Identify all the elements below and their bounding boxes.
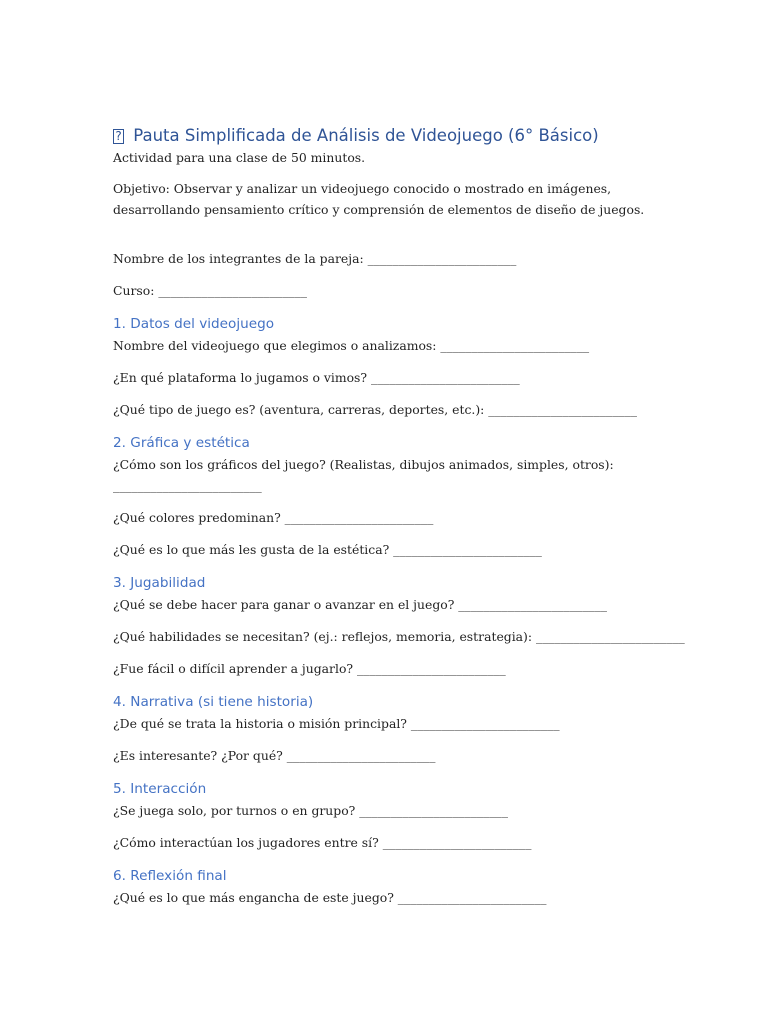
objective-line-2: desarrollando pensamiento crítico y comprensión de elementos de diseño de juegos. <box>113 202 645 217</box>
document-title <box>113 126 653 146</box>
question-line: ¿Qué colores predominan? ________________________ <box>113 510 434 525</box>
section-heading-reflexion: 6. Reflexión final <box>113 868 227 884</box>
question-line: ¿Qué tipo de juego es? (aventura, carreras, deportes, etc.): ________________________ <box>113 402 637 417</box>
section-heading-grafica: 2. Gráfica y estética <box>113 435 250 451</box>
section-heading-narrativa: 4. Narrativa (si tiene historia) <box>113 694 314 710</box>
document-subtitle: Actividad para una clase de 50 minutos. <box>113 150 366 165</box>
missing-glyph-icon: ? <box>113 129 124 144</box>
section-heading-interaccion: 5. Interacción <box>113 781 207 797</box>
question-line: ¿Es interesante? ¿Por qué? ________________________ <box>113 748 436 763</box>
course-prompt: Curso: ________________________ <box>113 283 308 298</box>
question-line: ¿Fue fácil o difícil aprender a jugarlo? ________________________ <box>113 661 506 676</box>
question-line: ¿Se juega solo, por turnos o en grupo? ________________________ <box>113 803 508 818</box>
question-line: ¿Qué es lo que más les gusta de la estética? ________________________ <box>113 542 542 557</box>
section-heading-datos: 1. Datos del videojuego <box>113 316 275 332</box>
section-heading-jugabilidad: 3. Jugabilidad <box>113 575 206 591</box>
answer-blank-line: ________________________ <box>113 478 262 493</box>
question-line: Nombre del videojuego que elegimos o analizamos: ________________________ <box>113 338 590 353</box>
question-line: ¿Cómo interactúan los jugadores entre sí? ________________________ <box>113 835 532 850</box>
question-line: ¿Qué es lo que más engancha de este juego? ________________________ <box>113 890 547 905</box>
document-title-text: Pauta Simplificada de Análisis de Videojuego (6° Básico) <box>133 126 599 145</box>
document-page <box>113 126 685 908</box>
question-line: ¿Qué habilidades se necesitan? (ej.: reflejos, memoria, estrategia): ________________________ <box>113 629 685 644</box>
question-line: ¿De qué se trata la historia o misión principal? ________________________ <box>113 716 560 731</box>
question-line: ¿Cómo son los gráficos del juego? (Realistas, dibujos animados, simples, otros): <box>113 457 614 472</box>
objective-line-1: Objetivo: Observar y analizar un videojuego conocido o mostrado en imágenes, <box>113 181 612 196</box>
question-line: ¿En qué plataforma lo jugamos o vimos? ________________________ <box>113 370 520 385</box>
names-prompt: Nombre de los integrantes de la pareja: ________________________ <box>113 251 517 266</box>
question-line: ¿Qué se debe hacer para ganar o avanzar en el juego? ________________________ <box>113 597 607 612</box>
